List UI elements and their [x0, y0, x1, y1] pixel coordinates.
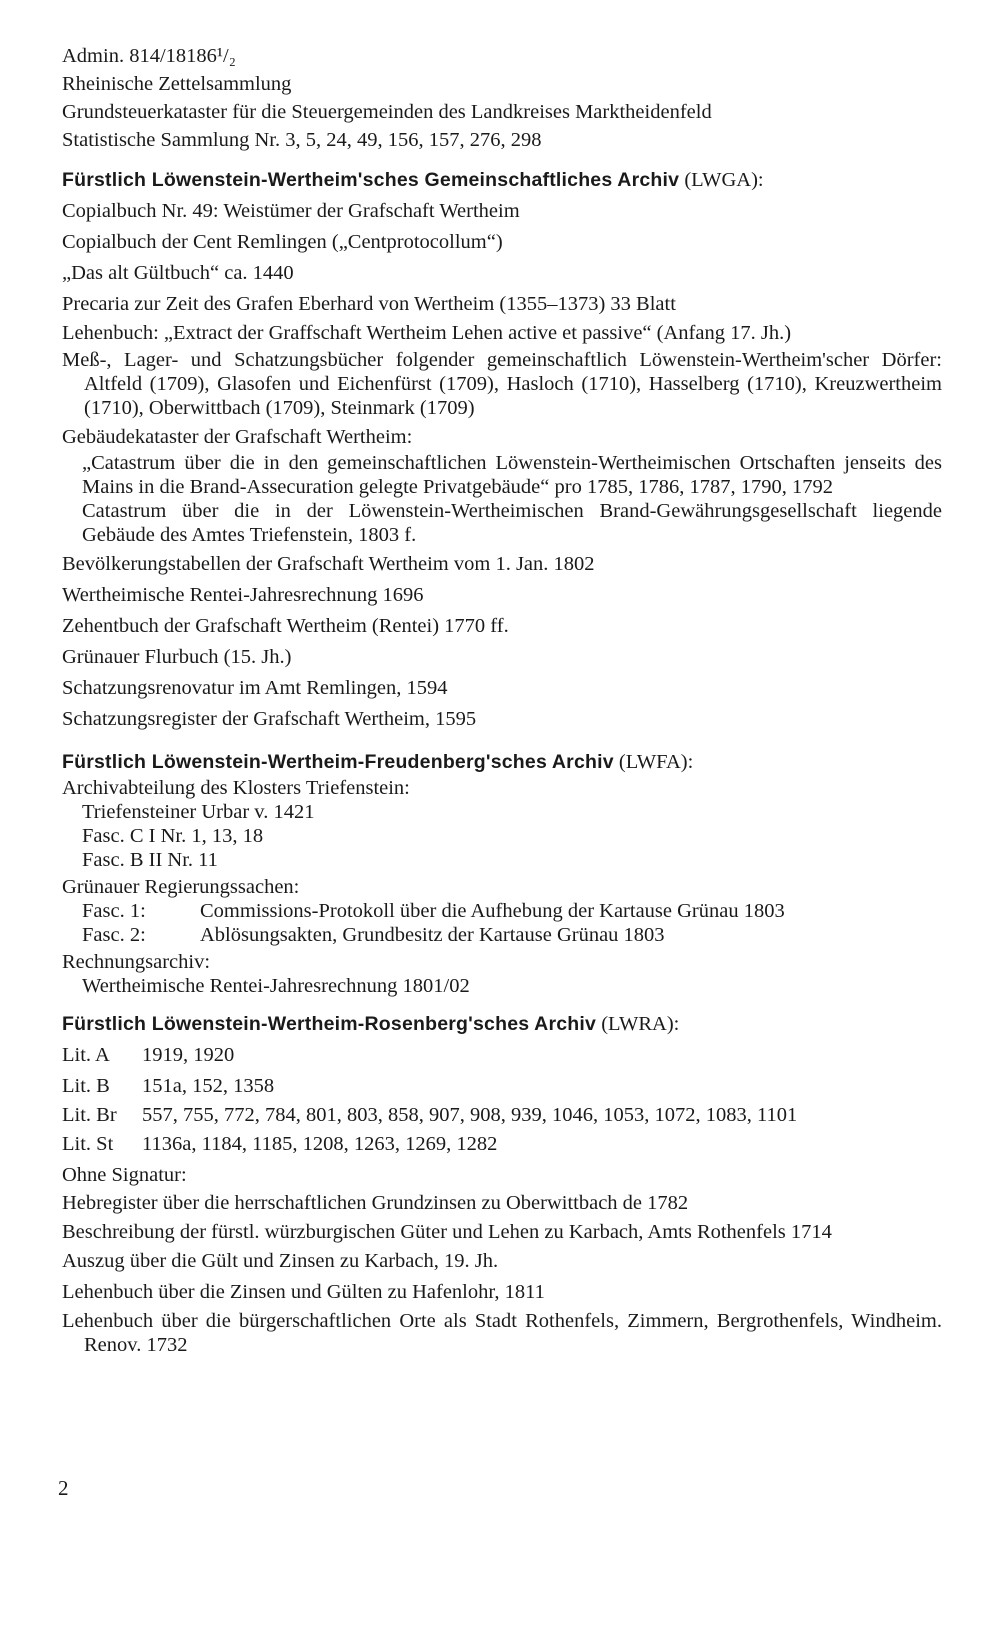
kloster-title: Archivabteilung des Klosters Triefenstein:	[62, 777, 410, 799]
page-number: 2	[58, 1476, 69, 1500]
intro-section	[62, 42, 942, 154]
fasc-text: Commissions-Protokoll über die Aufhebung der Kartause Grünau 1803	[200, 900, 785, 922]
archive-entry: Copialbuch Nr. 49: Weistümer der Grafschaft Wertheim	[62, 200, 520, 222]
archive-entry: Wertheimische Rentei-Jahresrechnung 1696	[62, 584, 424, 606]
kloster-entry: Triefensteiner Urbar v. 1421	[82, 801, 315, 823]
intro-line: Grundsteuerkataster für die Steuergemeinden des Landkreises Marktheidenfeld	[62, 101, 712, 123]
lit-text: 557, 755, 772, 784, 801, 803, 858, 907, 908, 939, 1046, 1053, 1072, 1083, 1101	[142, 1104, 798, 1126]
lit-row	[62, 1041, 942, 1069]
ohne-title: Ohne Signatur:	[62, 1164, 187, 1186]
gruenau-row	[62, 923, 942, 947]
archive-entry: Precaria zur Zeit des Grafen Eberhard von Wertheim (1355–1373) 33 Blatt	[62, 293, 676, 315]
gebaeude-entry: Catastrum über die in der Löwenstein-Wertheimischen Brand-Gewährungsgesellschaft liegende Gebäude des Amtes Triefenstein, 1803 f.	[82, 500, 942, 546]
lwra-heading-title: Fürstlich Löwenstein-Wertheim-Rosenberg'sches Archiv	[62, 1013, 597, 1035]
archive-entry: Copialbuch der Cent Remlingen („Centprotocollum“)	[62, 231, 503, 253]
lit-row	[62, 1130, 942, 1158]
archive-entry: Grünauer Flurbuch (15. Jh.)	[62, 646, 292, 668]
archive-entry: Bevölkerungstabellen der Grafschaft Wertheim vom 1. Jan. 1802	[62, 553, 595, 575]
fasc-label: Fasc. 2:	[82, 924, 146, 946]
lwga-heading-title: Fürstlich Löwenstein-Wertheim'sches Gemeinschaftliches Archiv	[62, 169, 680, 191]
ohne-entry: Hebregister über die herrschaftlichen Grundzinsen zu Oberwittbach de 1782	[62, 1192, 689, 1214]
lwfa-section	[62, 748, 942, 998]
ohne-entry: Lehenbuch über die Zinsen und Gülten zu Hafenlohr, 1811	[62, 1281, 545, 1303]
gebaeude-entry: „Catastrum über die in den gemeinschaftlichen Löwenstein-Wertheimischen Ortschaften jenseits des Mains in die Brand-Assecuration gelegte Privatgebäude“ pro 1785, 1786, 1787, 1790, 1792	[82, 452, 942, 498]
ohne-entry: Beschreibung der fürstl. würzburgischen Güter und Lehen zu Karbach, Amts Rothenfels 1714	[62, 1221, 832, 1243]
lwfa-heading-abbr: (LWFA):	[618, 751, 694, 773]
lit-text: 1919, 1920	[142, 1044, 235, 1066]
lwra-section	[62, 1010, 942, 1357]
intro-line: Statistische Sammlung Nr. 3, 5, 24, 49, 156, 157, 276, 298	[62, 129, 542, 151]
lit-label: Lit. Br	[62, 1104, 117, 1126]
kloster-entry: Fasc. B II Nr. 11	[82, 849, 218, 871]
archive-entry: Schatzungsregister der Grafschaft Wertheim, 1595	[62, 708, 477, 730]
lit-text: 151a, 152, 1358	[142, 1075, 275, 1097]
archive-entry: „Das alt Gültbuch“ ca. 1440	[62, 262, 294, 284]
kloster-entry: Fasc. C I Nr. 1, 13, 18	[82, 825, 264, 847]
gruenau-row	[62, 899, 942, 923]
intro-line: Rheinische Zettelsammlung	[62, 73, 292, 95]
archive-entry: Zehentbuch der Grafschaft Wertheim (Rentei) 1770 ff.	[62, 615, 509, 637]
ohne-entry: Lehenbuch über die bürgerschaftlichen Orte als Stadt Rothenfels, Zimmern, Bergrothenfels, Windheim. Renov. 1732	[62, 1310, 942, 1356]
intro-line: Admin. 814/18186¹/₂	[62, 45, 236, 67]
document-page	[62, 42, 942, 1360]
rechnung-title: Rechnungsarchiv:	[62, 951, 211, 973]
rechnung-entry: Wertheimische Rentei-Jahresrechnung 1801/02	[82, 975, 470, 997]
lit-label: Lit. A	[62, 1044, 110, 1066]
archive-entry: Meß-, Lager- und Schatzungsbücher folgender gemeinschaftlich Löwenstein-Wertheim'scher Dörfer: Altfeld (1709), Glasofen und Eichenfürst (1709), Hasloch (1710), Hasselberg (1710), Kreuzwertheim (1710), Oberwittbach (1709), Steinmark (1709)	[62, 349, 942, 419]
lwga-section	[62, 166, 942, 733]
lwra-heading	[62, 1010, 942, 1038]
fasc-label: Fasc. 1:	[82, 900, 146, 922]
archive-entry: Lehenbuch: „Extract der Graffschaft Wertheim Lehen active et passive“ (Anfang 17. Jh.)	[62, 322, 792, 344]
lit-label: Lit. St	[62, 1133, 114, 1155]
fasc-text: Ablösungsakten, Grundbesitz der Kartause Grünau 1803	[200, 924, 665, 946]
archive-entry: Schatzungsrenovatur im Amt Remlingen, 1594	[62, 677, 448, 699]
lwga-heading	[62, 166, 942, 194]
ohne-entry: Auszug über die Gült und Zinsen zu Karbach, 19. Jh.	[62, 1250, 499, 1272]
lwga-heading-abbr: (LWGA):	[684, 169, 764, 191]
lwfa-heading	[62, 748, 942, 776]
lit-row	[62, 1103, 942, 1127]
lit-text: 1136a, 1184, 1185, 1208, 1263, 1269, 1282	[142, 1133, 498, 1155]
lwfa-heading-title: Fürstlich Löwenstein-Wertheim-Freudenberg'sches Archiv	[62, 751, 614, 773]
lit-row	[62, 1072, 942, 1100]
lit-label: Lit. B	[62, 1075, 110, 1097]
lwra-heading-abbr: (LWRA):	[601, 1013, 680, 1035]
gebaeude-title: Gebäudekataster der Grafschaft Wertheim:	[62, 426, 413, 448]
gruenau-title: Grünauer Regierungssachen:	[62, 876, 300, 898]
